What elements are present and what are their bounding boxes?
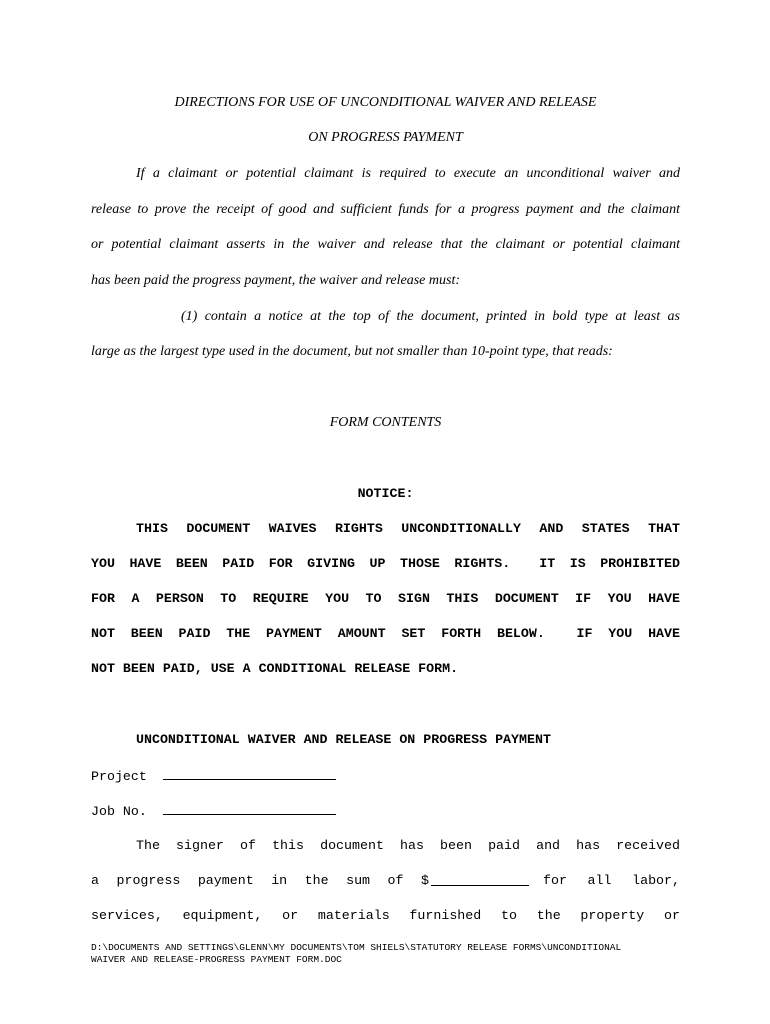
amount-suffix: for all labor,	[543, 873, 680, 888]
intro-line: release to prove the receipt of good and sufficient funds for a progress payment and the claimant	[91, 202, 680, 217]
intro-line: If a claimant or potential claimant is required to execute an unconditional waiver and	[136, 166, 680, 181]
notice-line: NOT BEEN PAID, USE A CONDITIONAL RELEASE FORM.	[91, 661, 459, 676]
notice-line: FOR A PERSON TO REQUIRE YOU TO SIGN THIS DOCUMENT IF YOU HAVE	[91, 591, 680, 606]
job-number-input[interactable]	[163, 802, 336, 815]
footer-file-path	[91, 942, 691, 966]
form-title: UNCONDITIONAL WAIVER AND RELEASE ON PROGRESS PAYMENT	[136, 732, 551, 747]
project-label: Project	[91, 769, 147, 784]
amount-input[interactable]	[431, 873, 529, 886]
body-line: The signer of this document has been paid and has received	[136, 838, 680, 853]
footer-line: WAIVER AND RELEASE-PROGRESS PAYMENT FORM.DOC	[91, 954, 342, 965]
notice-line: YOU HAVE BEEN PAID FOR GIVING UP THOSE RIGHTS. IT IS PROHIBITED	[91, 556, 680, 571]
notice-line: THIS DOCUMENT WAIVES RIGHTS UNCONDITIONALLY AND STATES THAT	[136, 521, 680, 536]
document-subtitle: ON PROGRESS PAYMENT	[308, 130, 463, 145]
document-title: DIRECTIONS FOR USE OF UNCONDITIONAL WAIVER AND RELEASE	[174, 95, 597, 110]
notice-heading: NOTICE:	[357, 486, 414, 501]
notice-line: NOT BEEN PAID THE PAYMENT AMOUNT SET FORTH BELOW. IF YOU HAVE	[91, 626, 680, 641]
project-input[interactable]	[163, 767, 336, 780]
job-number-field	[91, 802, 336, 819]
item-1-line: (1) contain a notice at the top of the document, printed in bold type at least as	[181, 309, 680, 324]
body-line-amount	[91, 873, 680, 888]
job-number-label: Job No.	[91, 804, 147, 819]
amount-prefix: a progress payment in the sum of $	[91, 873, 429, 888]
intro-line: or potential claimant asserts in the waiver and release that the claimant or potential claimant	[91, 237, 680, 252]
intro-line: has been paid the progress payment, the waiver and release must:	[91, 273, 460, 288]
form-contents-heading: FORM CONTENTS	[329, 415, 442, 430]
body-line: services, equipment, or materials furnished to the property or	[91, 908, 680, 923]
item-1-line: large as the largest type used in the document, but not smaller than 10-point type, that reads:	[91, 344, 613, 359]
project-field	[91, 767, 336, 784]
footer-line: D:\DOCUMENTS AND SETTINGS\GLENN\MY DOCUMENTS\TOM SHIELS\STATUTORY RELEASE FORMS\UNCONDITIONAL	[91, 942, 622, 953]
